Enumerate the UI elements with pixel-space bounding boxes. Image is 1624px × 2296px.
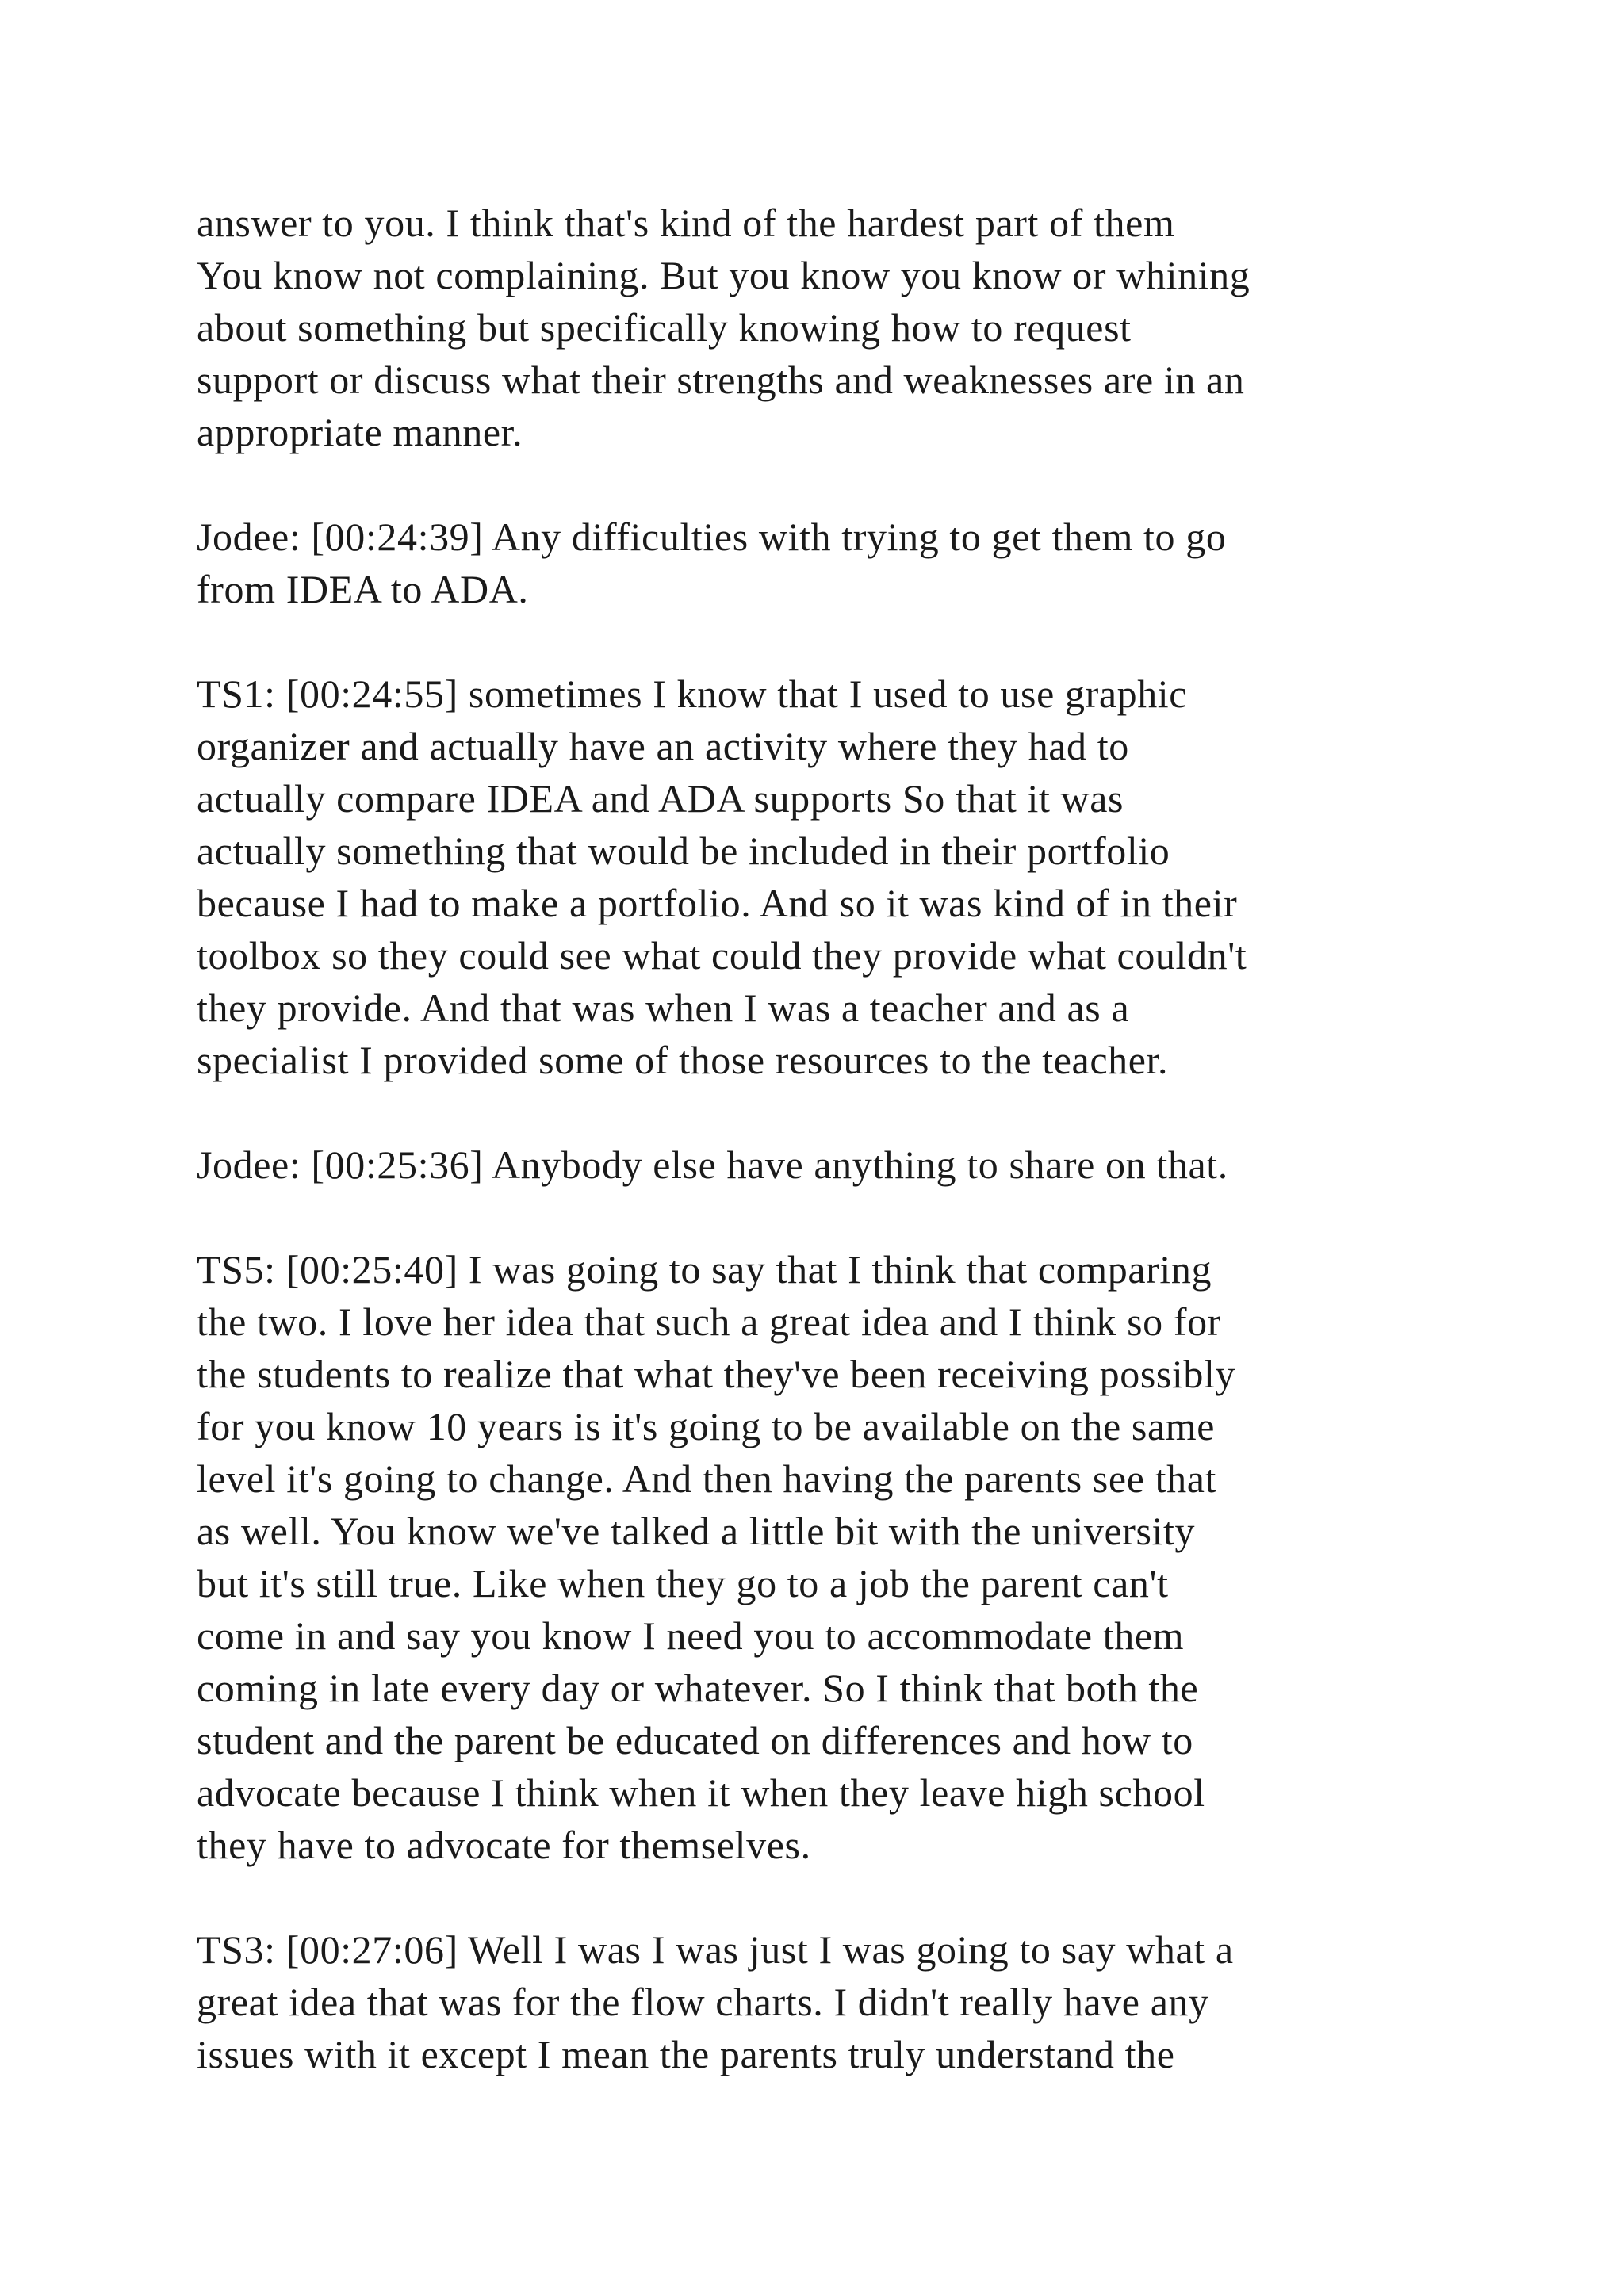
text-line: but it's still true. Like when they go to a job the parent can't [197, 1561, 1169, 1605]
text-line: answer to you. I think that's kind of the hardest part of them [197, 201, 1175, 245]
text-line: support or discuss what their strengths and weaknesses are in an [197, 358, 1245, 402]
text-line: because I had to make a portfolio. And so it was kind of in their [197, 881, 1238, 925]
text-line: actually compare IDEA and ADA supports So that it was [197, 776, 1124, 821]
paragraph-ts5-answer [197, 1243, 1465, 1871]
paragraph-jodee-followup [197, 1138, 1465, 1191]
text-line: level it's going to change. And then having the parents see that [197, 1456, 1216, 1501]
text-line: from IDEA to ADA. [197, 567, 529, 611]
text-line: about something but specifically knowing how to request [197, 305, 1132, 350]
text-line: actually something that would be included in their portfolio [197, 828, 1170, 873]
text-line: for you know 10 years is it's going to be available on the same [197, 1404, 1216, 1448]
text-line: coming in late every day or whatever. So I think that both the [197, 1666, 1199, 1710]
text-line: the two. I love her idea that such a great idea and I think so for [197, 1299, 1221, 1344]
paragraph-ts3-answer [197, 1923, 1465, 2080]
text-line: issues with it except I mean the parents truly understand the [197, 2032, 1175, 2076]
text-line: as well. You know we've talked a little bit with the university [197, 1509, 1196, 1553]
text-line: they have to advocate for themselves. [197, 1823, 811, 1867]
text-line: appropriate manner. [197, 410, 523, 454]
paragraph-jodee-question [197, 511, 1465, 615]
text-line: advocate because I think when it when they leave high school [197, 1770, 1205, 1815]
text-line: the students to realize that what they've been receiving possibly [197, 1352, 1236, 1396]
text-line: toolbox so they could see what could they provide what couldn't [197, 933, 1247, 978]
paragraph-ts1-answer [197, 668, 1465, 1086]
paragraph-continuation [197, 197, 1465, 458]
text-line: TS3: [00:27:06] Well I was I was just I was going to say what a [197, 1927, 1234, 1972]
text-line: Jodee: [00:24:39] Any difficulties with trying to get them to go [197, 515, 1227, 559]
text-line: Jodee: [00:25:36] Anybody else have anything to share on that. [197, 1142, 1228, 1187]
text-line: they provide. And that was when I was a teacher and as a [197, 985, 1130, 1030]
text-line: TS5: [00:25:40] I was going to say that I think that comparing [197, 1247, 1212, 1292]
transcript-body [197, 197, 1465, 2133]
text-line: You know not complaining. But you know you know or whining [197, 253, 1251, 297]
text-line: student and the parent be educated on differences and how to [197, 1718, 1193, 1762]
text-line: organizer and actually have an activity where they had to [197, 724, 1129, 768]
text-line: specialist I provided some of those resources to the teacher. [197, 1038, 1169, 1082]
text-line: great idea that was for the flow charts. I didn't really have any [197, 1980, 1209, 2024]
text-line: TS1: [00:24:55] sometimes I know that I used to use graphic [197, 672, 1188, 716]
text-line: come in and say you know I need you to accommodate them [197, 1613, 1185, 1658]
